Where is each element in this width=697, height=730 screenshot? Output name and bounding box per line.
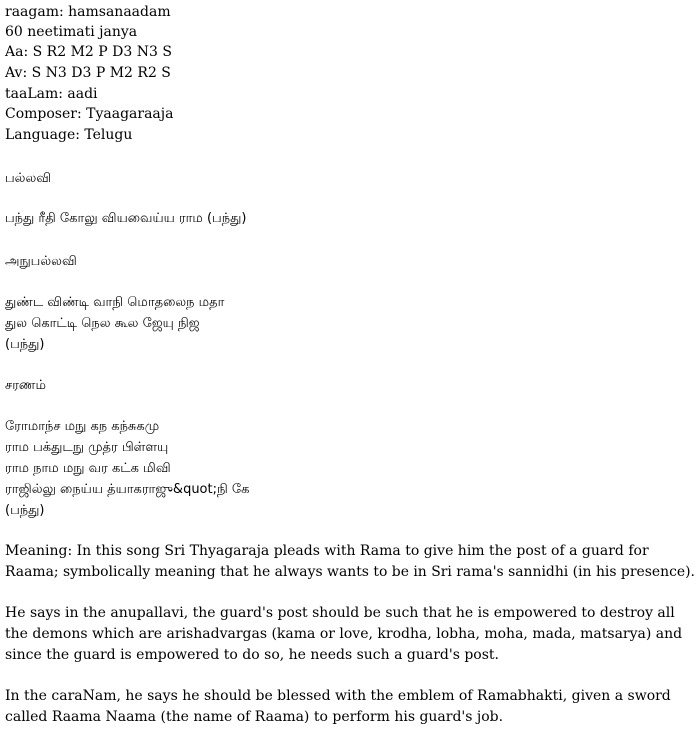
meaning-paragraph-2-line: since the guard is empowered to do so, he needs such a guard's post. — [5, 647, 499, 663]
meaning-paragraph-2-line: the demons which are arishadvargas (kama or love, krodha, lobha, moha, mada, matsarya) and — [5, 626, 683, 642]
raagam-line: raagam: hamsanaadam — [5, 4, 171, 20]
charanam-line: ரோமாந்ச மநு கந கந்சுகமு — [5, 419, 160, 434]
avarohanam-line: Av: S N3 D3 P M2 R2 S — [5, 65, 171, 81]
meaning-paragraph-2-line: He says in the anupallavi, the guard's post should be such that he is empowered to destroy all — [5, 605, 675, 621]
meaning-paragraph-3-line: called Raama Naama (the name of Raama) to perform his guard's job. — [5, 709, 504, 725]
meaning-paragraph-1-line: Raama; symbolically meaning that he always wants to be in Sri rama's sannidhi (in his presence). — [5, 564, 695, 580]
language-line: Language: Telugu — [5, 127, 133, 143]
taalam-line: taaLam: aadi — [5, 86, 98, 102]
arohanam-line: Aa: S R2 M2 P D3 N3 S — [5, 44, 172, 60]
anupallavi-line: துல கொட்டி நெல கூல ஜேயு நிஜ — [5, 316, 200, 331]
charanam-heading: சரணம் — [5, 378, 46, 393]
anupallavi-refrain: (பந்து) — [5, 337, 45, 352]
charanam-line: ராம நாம மநு வர கட்க மிவி — [5, 461, 171, 476]
meaning-paragraph-1-line: Meaning: In this song Sri Thyagaraja pleads with Rama to give him the post of a guard for — [5, 543, 649, 559]
anupallavi-line: துண்ட விண்டி வாநி மொதலைந மதா — [5, 295, 225, 310]
janya-line: 60 neetimati janya — [5, 24, 138, 40]
charanam-line: ராம பக்துடநு முத்ர பிள்ளயு — [5, 440, 169, 455]
anupallavi-heading: அநுபல்லவி — [5, 254, 77, 269]
charanam-line: ராஜில்லு நைய்ய த்யாகராஜு&quot;நி கே — [5, 482, 250, 497]
meaning-paragraph-3-line: In the caraNam, he says he should be blessed with the emblem of Ramabhakti, given a sword — [5, 688, 671, 704]
pallavi-heading: பல்லவி — [5, 171, 52, 186]
composer-line: Composer: Tyaagaraaja — [5, 106, 174, 122]
pallavi-line: பந்து ரீதி கோலு வியவைய்ய ராம (பந்து) — [5, 211, 247, 226]
charanam-refrain: (பந்து) — [5, 503, 45, 518]
